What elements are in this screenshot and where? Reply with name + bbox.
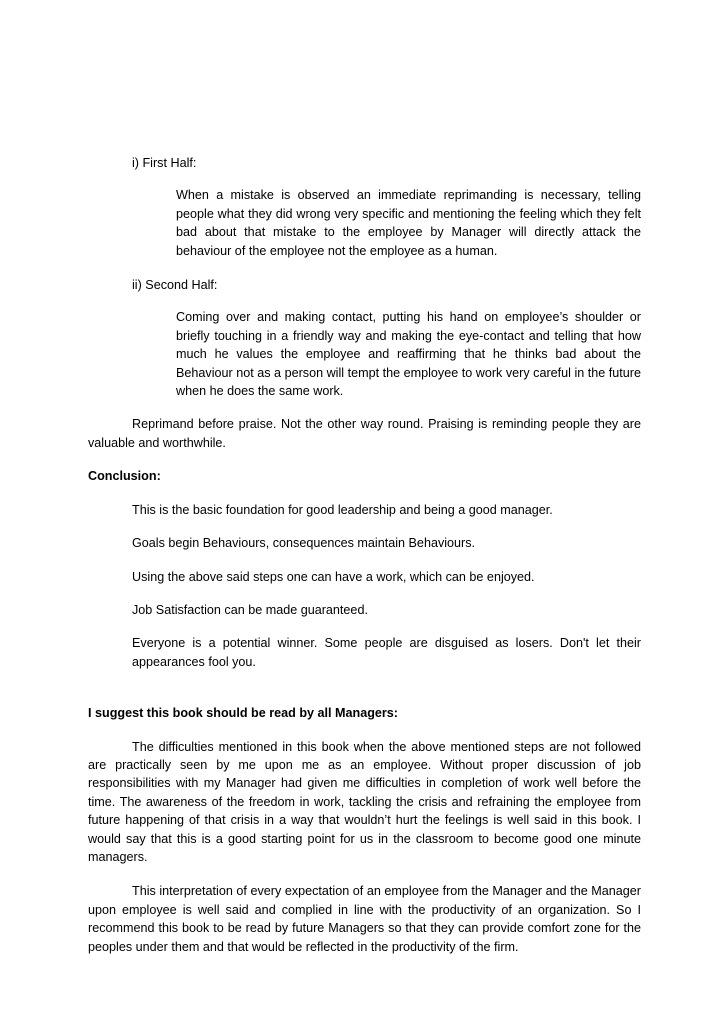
conclusion-point-3: Using the above said steps one can have a work, which can be enjoyed.	[132, 569, 535, 584]
recommendation-heading: I suggest this book should be read by all Managers:	[88, 706, 399, 721]
conclusion-point-2: Goals begin Behaviours, consequences maintain Behaviours.	[132, 536, 476, 551]
first-half-text: When a mistake is observed an immediate reprimanding is necessary, telling people what they did wrong very specific and mentioning the feeling which they felt bad about that mistake to the employee by Manager will directly attack the behaviour of the employee not the employee as a human.	[176, 188, 641, 258]
second-half-heading: ii) Second Half:	[132, 278, 218, 293]
recommendation-paragraph-2: This interpretation of every expectation of an employee from the Manager and the Manager upon employee is well said and complied in line with the productivity of an organization. So I recommend this book to be read by future Managers so that they can provide comfort zone for the peoples under them and that would be reflected in the productivity of the firm.	[88, 884, 641, 954]
recommendation-paragraph-1: The difficulties mentioned in this book when the above mentioned steps are not followed are practically seen by me upon me as an employee. Without proper discussion of job responsibilities with my Manager had given me difficulties in completion of work well before the time. The awareness of the freedom in work, tackling the crisis and refraining the employee from future happening of that crisis in a way that wouldn’t hurt the feelings is well said in this book. I would say that this is a good starting point for us in the classroom to become good one minute managers.	[88, 739, 641, 864]
conclusion-heading: Conclusion:	[88, 469, 161, 484]
reprimand-note: Reprimand before praise. Not the other way round. Praising is reminding people they are valuable and worthwhile.	[88, 417, 641, 450]
document-page	[88, 154, 641, 956]
second-half-text: Coming over and making contact, putting his hand on employee’s shoulder or briefly touching in a friendly way and making the eye-contact and telling that how much he values the employee and reaffirming that he thinks bad about the Behaviour not as a person will tempt the employee to work very careful in the future when he does the same work.	[176, 310, 641, 399]
conclusion-point-1: This is the basic foundation for good leadership and being a good manager.	[132, 502, 553, 517]
conclusion-point-4: Job Satisfaction can be made guaranteed.	[132, 602, 368, 617]
first-half-heading: i) First Half:	[132, 156, 197, 170]
conclusion-point-5: Everyone is a potential winner. Some people are disguised as losers. Don't let their appearances fool you.	[132, 636, 641, 669]
